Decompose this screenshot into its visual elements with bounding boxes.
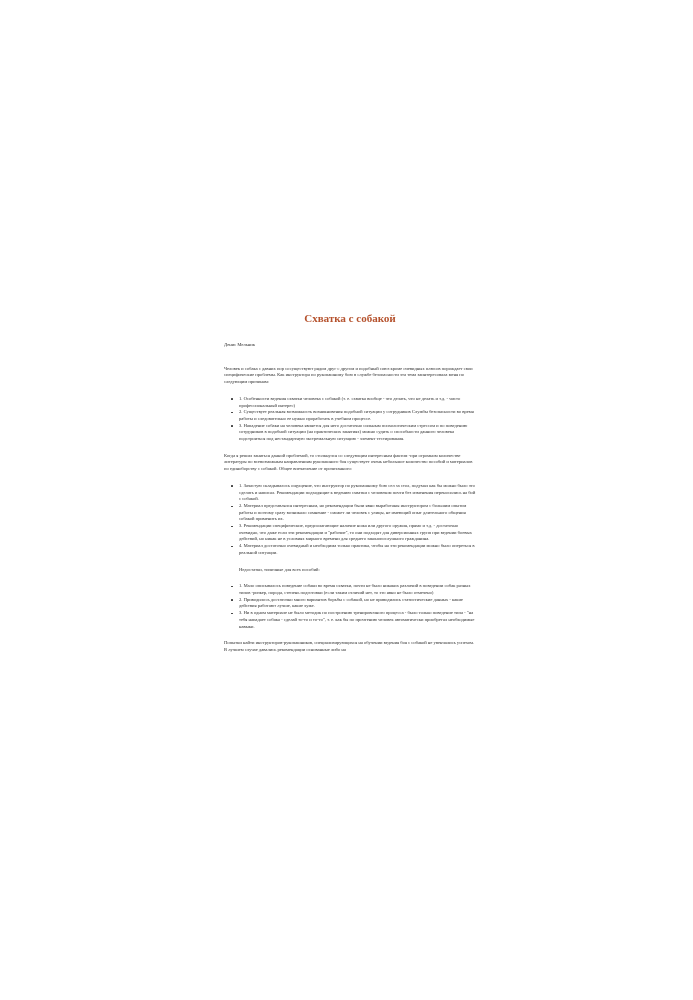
document-page bbox=[224, 312, 476, 664]
impressions-list bbox=[224, 483, 476, 557]
list-item: 2. Материал представлялся интересным, но рекомендации были явно выработаны инструктором с большим опытом работы и поэтому сразу возникало сомнение - сможет ли человек с улицы, не имеющий опыт длительного общения собакой применить их. bbox=[239, 503, 476, 523]
list-item: 2. Существует реальная возможность возникновения подобной ситуации у сотрудников Службы безопасности во время работы и следовательно ее нужно проработать в учебном процессе. bbox=[239, 409, 476, 422]
final-paragraph: Попытки найти инструкторов-рукопашников, специализирующихся на обучении ведения боя с собакой не увенчались успехом. В лучшем случае давались рекомендации основанные либо на bbox=[224, 640, 475, 652]
intro-paragraph: Человек и собака с давних пор сосуществуют рядом друг с другом и подобный союз кроме очевидных плюсов порождает свои специфические проблемы. Как инструктора по рукопашному бою в службе безопасности эта тема заинтересовала меня по следующим причинам: bbox=[224, 365, 473, 385]
reasons-list bbox=[224, 396, 476, 443]
shortcomings-heading: Недостатки, типичные для всех пособий: bbox=[239, 566, 320, 572]
list-item: 2. Приводилось достаточно много вариантов борьбы с собакой, но не приводились статистические данных - какие действия работают лучше, какие хуже. bbox=[239, 597, 476, 610]
shortcomings-list bbox=[224, 583, 476, 630]
list-item: 4. Материал достаточно очевидный и необходима только практика, чтобы на эти рекомендации можно было опереться в реальной ситуации. bbox=[239, 543, 475, 555]
list-item: 1. Особенности ведения схватки человека с собакой (т. е. схватка вообще - что делать, что не делать и т.д. - чисто профессиональный интерес) bbox=[239, 396, 476, 409]
list-item: 3. Нападение собаки на человека является для него достаточно сильным психологическим стрессом и по поведению сотрудников в подобной ситуации (на практических занятиях) можно судить о способности данного человека подстроиться под нестандартную экстремальную ситуацию - элемент тестирования. bbox=[239, 423, 476, 443]
author-name: Денис Мельник bbox=[224, 342, 255, 347]
list-item: 3. Рекомендации специфические, предполагающие наличие ножа или другого оружия, прямо и т.д. - достаточно очевидно, что даже если эти рекомендации и "рабочие", то они подходят для диверсионных групп при ведении боевых действий, но никак не в условиях мирного времени для среднего законопослушного гражданина. bbox=[239, 523, 476, 543]
list-item: 1. Мало описывалось поведение собаки во время схватки, почти не было никаких различий в поведении собак разных типов -ризкер, порода, степень подготовки (если таким отличий нет, то это явно не было отмечено) bbox=[239, 583, 476, 596]
document-title: Схватка с собакой bbox=[304, 313, 396, 325]
list-item: 3. Ни в одном материале не было методик по построению тренировочного процесса - было только поведение типа - "на тебя нападает собака - сделай то-то и то-то", т. е. как бы по прочтению человек автоматически приобретал необходимые навыки. bbox=[239, 610, 475, 629]
list-item: 1. Зачастую складывалось ощущение, что инструктор по рукопашному бою сел за стол, подумал как бы можно было это сделать и написал. Рекомендации подходящие к ведению схватки с человеком почти без изменения переносились на бой с собакой. bbox=[239, 482, 476, 502]
literature-paragraph: Когда я решил заняться данной проблемой, то столкнулся со следующим интересным фактом -при огромном количестве литературы по всевозможным направлениям рукопашного боя существует очень небольшое количество пособий и материалов по единоборству с собакой. Общее впечатление от прочитанного: bbox=[224, 452, 473, 472]
